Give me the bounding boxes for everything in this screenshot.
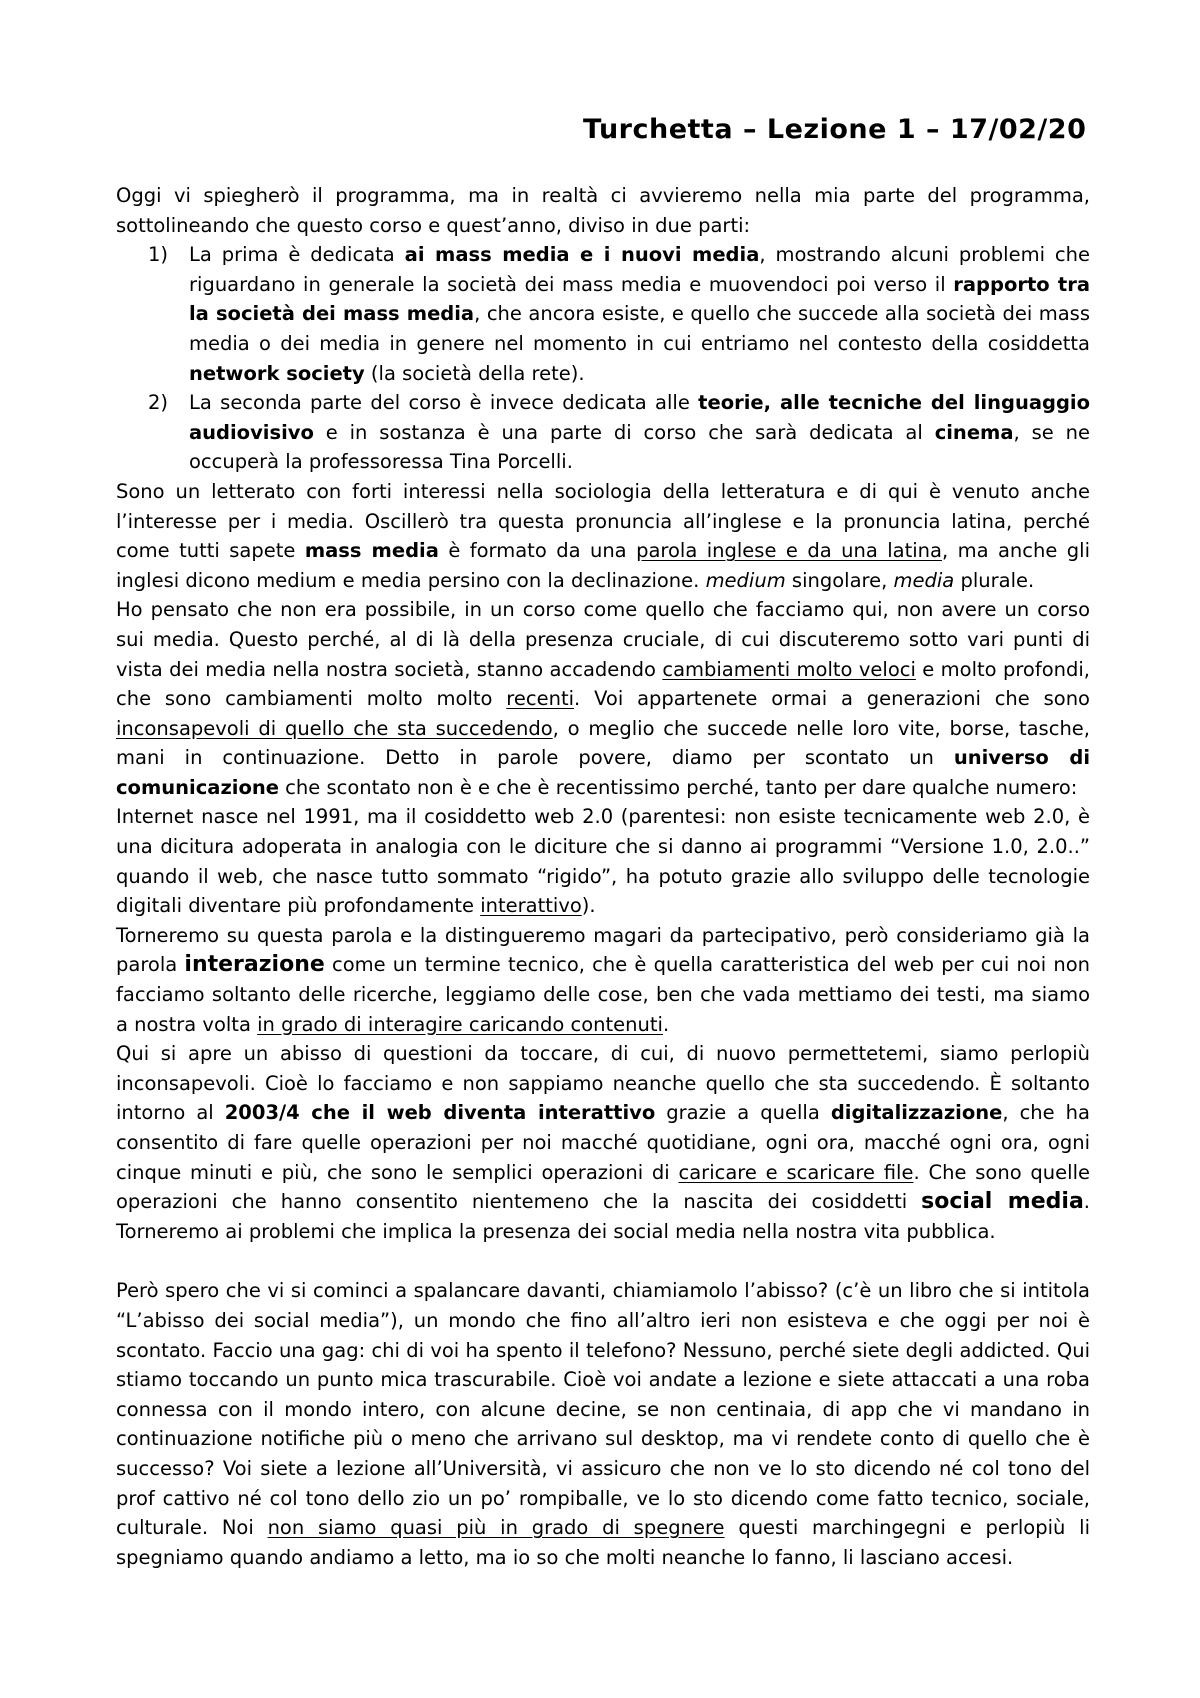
- list-number: 2): [148, 391, 169, 415]
- underlined-text: cambiamenti molto veloci: [662, 657, 916, 681]
- list-item: [116, 240, 1090, 388]
- text: come un termine tecnico, che è quella caratteristica del web per cui noi non facciamo soltanto delle ricerche, leggiamo delle cose, ben che vada mettiamo dei testi, ma siamo a nostra volta: [116, 953, 1090, 1036]
- bold-text: 2003/4 che il web diventa interattivo: [224, 1101, 656, 1125]
- bold-text: rapporto tra la società dei mass media: [189, 272, 1091, 326]
- course-parts-list: [116, 240, 1090, 477]
- bold-text: ai mass media e i nuovi media: [404, 243, 760, 267]
- bold-text: mass media: [304, 539, 439, 563]
- text: , o meglio che succede nelle loro vite, borse, tasche, mani in continuazione. Detto in parole povere, diamo per scontato un: [116, 716, 1090, 770]
- bold-text: teorie, alle tecniche del linguaggio audiovisivo: [189, 391, 1090, 444]
- emphasized-term: interazione: [184, 952, 325, 978]
- italic-text: medium: [705, 568, 786, 592]
- underlined-text: inconsapevoli di quello che sta succedendo: [116, 716, 553, 740]
- underlined-text: caricare e scaricare file: [678, 1160, 914, 1184]
- list-number: 1): [148, 243, 169, 267]
- text: Però spero che vi si cominci a spalancare davanti, chiamiamolo l’abisso? (c’è un libro che si intitola “L’abisso dei social media”), un mondo che fino all’altro ieri non esisteva e che oggi per noi è scontato. Faccio una gag: chi di voi ha spento il telefono? Nessuno, perché siete degli addicted. Qui stiamo toccando un punto mica trascurabile. Cioè voi andate a lezione e siete attaccati a una roba connessa con il mondo intero, con alcune decine, se non centinaia, di app che vi mandano in continuazione notifiche più o meno che arrivano sul desktop, ma vi rendete conto di quello che è successo? Voi siete a lezione all’Università, vi assicuro che non ve lo sto dicendo né col tono del prof cattivo né col tono dello zio un po’ rompiballe, ve lo sto dicendo come fatto tecnico, sociale, culturale. Noi: [116, 1279, 1090, 1540]
- paragraph: [116, 802, 1090, 920]
- paragraph: [116, 477, 1090, 595]
- text: Internet nasce nel 1991, ma il cosiddetto web 2.0 (parentesi: non esiste tecnicamente web 2.0, è una dicitura adoperata in analogia con le diciture che si danno ai programmi “Versione 1.0, 2.0..” quando il web, che nasce tutto sommato “rigido”, ha potuto grazie allo sviluppo delle tecnologie digitali diventare più profondamente: [116, 805, 1090, 918]
- text: , che ancora esiste, e quello che succede alla società dei mass media o dei media in genere nel momento in cui entriamo nel contesto della cosiddetta: [189, 302, 1091, 355]
- text: e in sostanza è una parte di corso che sarà dedicata al: [313, 420, 935, 444]
- bold-text: network society: [189, 361, 365, 385]
- text: Sono un letterato con forti interessi nella sociologia della letteratura e di qui è venuto anche l’interesse per i media. Oscillerò tra questa pronuncia all’inglese e la pronuncia latina, perché come tutti sapete: [116, 479, 1090, 563]
- text: .: [662, 1012, 670, 1036]
- underlined-text: recenti: [506, 687, 575, 711]
- paragraph: [116, 921, 1090, 1039]
- italic-text: media: [893, 568, 955, 592]
- underlined-text: parola inglese e da una latina: [636, 539, 942, 563]
- document-body: [116, 181, 1090, 1572]
- underlined-text: in grado di interagire caricando contenuti: [257, 1012, 663, 1036]
- paragraph-spacer: [116, 1246, 1090, 1276]
- text: e molto profondi, che sono cambiamenti molto molto: [116, 657, 1091, 711]
- paragraph: [116, 595, 1090, 802]
- underlined-text: non siamo quasi più in grado di spegnere: [267, 1516, 725, 1540]
- text: . Che sono quelle operazioni che hanno consentito nientemeno che la nascita dei cosiddetti: [116, 1160, 1090, 1214]
- emphasized-term: social media: [921, 1189, 1084, 1215]
- intro-paragraph: [116, 181, 1090, 240]
- text: Qui si apre un abisso di questioni da toccare, di cui, di nuovo permettetemi, siamo perlopiù inconsapevoli. Cioè lo facciamo e non sappiamo neanche quello che sta succedendo. È soltanto intorno al: [116, 1042, 1090, 1125]
- text: Torneremo su questa parola e la distingueremo magari da partecipativo, però consideriamo già la parola: [116, 923, 1090, 977]
- text: che scontato non è e che è recentissimo perché, tanto per dare qualche numero:: [278, 775, 1078, 799]
- text: (la società della rete).: [364, 361, 585, 385]
- bold-text: universo di comunicazione: [116, 746, 1090, 799]
- text: . Voi appartenete ormai a generazioni che sono: [574, 687, 1090, 711]
- paragraph: [116, 1276, 1090, 1572]
- text: è formato da una: [438, 539, 637, 563]
- text: questi marchingegni e perlopiù li spegniamo quando andiamo a letto, ma io so che molti neanche lo fanno, li lasciano accesi.: [116, 1516, 1090, 1569]
- bold-text: digitalizzazione: [830, 1101, 1003, 1125]
- text: . Torneremo ai problemi che implica la presenza dei social media nella nostra vita pubblica.: [116, 1190, 1090, 1243]
- text: , ma anche gli inglesi dicono medium e media persino con la declinazione.: [116, 539, 1091, 592]
- text: singolare,: [785, 568, 894, 592]
- text: Ho pensato che non era possibile, in un corso come quello che facciamo qui, non avere un corso sui media. Questo perché, al di là della presenza cruciale, di cui discuteremo sotto vari punti di vista dei media nella nostra società, stanno accadendo: [116, 598, 1090, 681]
- text: plurale.: [954, 568, 1035, 592]
- list-item: [116, 388, 1090, 477]
- text: grazie a quella: [655, 1101, 831, 1125]
- text: La seconda parte del corso è invece dedicata alle: [189, 391, 699, 415]
- paragraph: [116, 1039, 1090, 1246]
- text: La prima è dedicata: [189, 243, 405, 267]
- bold-text: cinema: [934, 420, 1014, 444]
- underlined-text: interattivo: [480, 894, 582, 918]
- text: , mostrando alcuni problemi che riguardano in generale la società dei mass media e muovendoci poi verso il: [189, 243, 1090, 296]
- text: , se ne occuperà la professoressa Tina Porcelli.: [189, 420, 1091, 474]
- document-title: Turchetta – Lezione 1 – 17/02/20: [583, 114, 1087, 145]
- text: Oggi vi spiegherò il programma, ma in realtà ci avvieremo nella mia parte del programma, sottolineando che questo corso e quest’anno, diviso in due parti:: [116, 184, 1090, 237]
- text: , che ha consentito di fare quelle operazioni per noi macché quotidiane, ogni ora, macché ogni ora, ogni cinque minuti e più, che sono le semplici operazioni di: [116, 1101, 1090, 1184]
- text: ).: [581, 894, 596, 918]
